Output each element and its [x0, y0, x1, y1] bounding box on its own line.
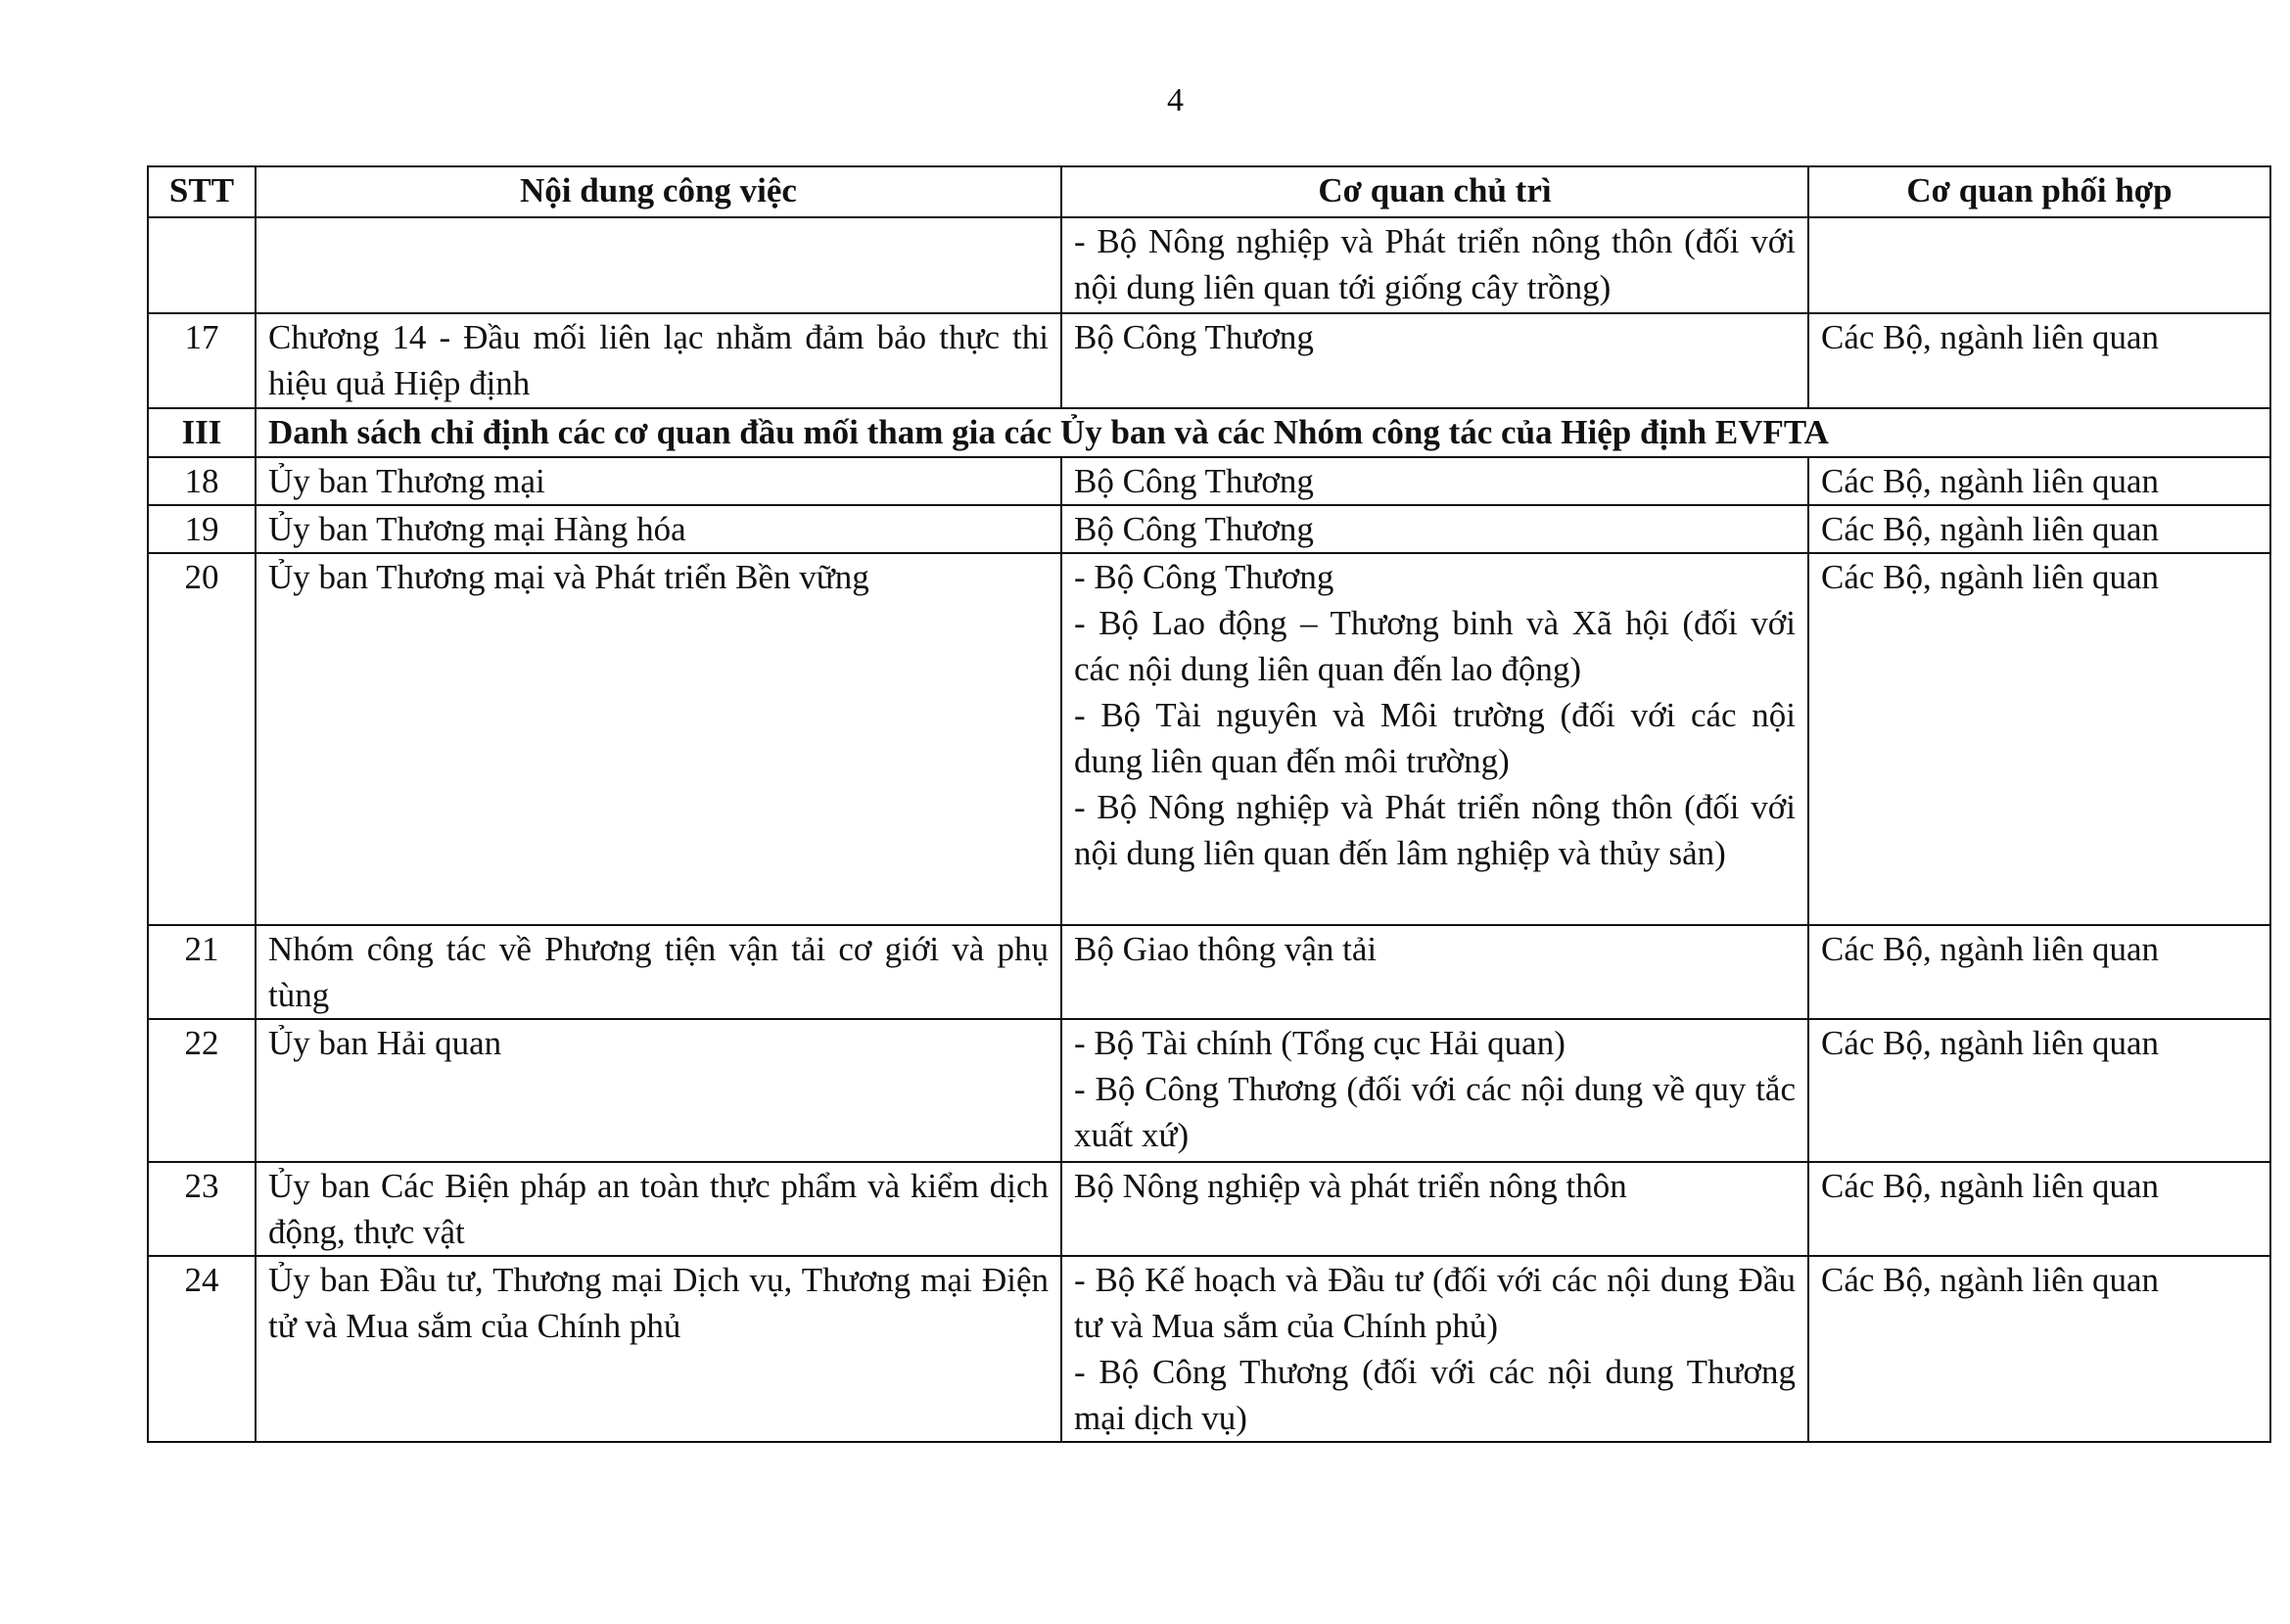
table-row [148, 1162, 2270, 1256]
lead-line: Bộ Giao thông vận tải [1074, 930, 1378, 968]
table-row [148, 1019, 2270, 1162]
row-coordinating-agency: Các Bộ, ngành liên quan [1808, 1256, 2270, 1442]
row-content: Chương 14 - Đầu mối liên lạc nhằm đảm bảo thực thi hiệu quả Hiệp định [256, 313, 1061, 408]
table-row [148, 505, 2270, 553]
lead-line: - Bộ Nông nghiệp và Phát triển nông thôn (đối với nội dung liên quan tới giống cây trồng) [1074, 222, 1796, 306]
header-content: Nội dung công việc [256, 166, 1061, 217]
row-stt: 22 [148, 1019, 256, 1162]
row-content: Ủy ban Đầu tư, Thương mại Dịch vụ, Thương mại Điện tử và Mua sắm của Chính phủ [256, 1256, 1061, 1442]
lead-line: - Bộ Nông nghiệp và Phát triển nông thôn (đối với nội dung liên quan đến lâm nghiệp và thủy sản) [1074, 788, 1796, 872]
row-lead-agency [1061, 1162, 1808, 1256]
row-stt: 24 [148, 1256, 256, 1442]
row-stt: 17 [148, 313, 256, 408]
row-stt [148, 217, 256, 313]
table-row [148, 457, 2270, 505]
row-coordinating-agency: Các Bộ, ngành liên quan [1808, 1162, 2270, 1256]
row-coordinating-agency: Các Bộ, ngành liên quan [1808, 505, 2270, 553]
row-coordinating-agency: Các Bộ, ngành liên quan [1808, 313, 2270, 408]
row-lead-agency [1061, 553, 1808, 925]
table-row [148, 1256, 2270, 1442]
lead-line: Bộ Công Thương [1074, 462, 1314, 500]
page-number: 4 [1167, 82, 1184, 118]
row-stt: 18 [148, 457, 256, 505]
table-header-row [148, 166, 2270, 217]
row-lead-agency [1061, 313, 1808, 408]
header-stt: STT [148, 166, 256, 217]
lead-line: - Bộ Công Thương (đối với các nội dung về quy tắc xuất xứ) [1074, 1070, 1796, 1154]
row-lead-agency [1061, 457, 1808, 505]
row-content: Ủy ban Thương mại Hàng hóa [256, 505, 1061, 553]
row-content: Ủy ban Hải quan [256, 1019, 1061, 1162]
table-row [148, 925, 2270, 1019]
row-content: Ủy ban Các Biện pháp an toàn thực phẩm và kiểm dịch động, thực vật [256, 1162, 1061, 1256]
lead-line: - Bộ Tài chính (Tổng cục Hải quan) [1074, 1024, 1566, 1062]
row-coordinating-agency: Các Bộ, ngành liên quan [1808, 457, 2270, 505]
row-stt: 23 [148, 1162, 256, 1256]
lead-line: - Bộ Kế hoạch và Đầu tư (đối với các nội dung Đầu tư và Mua sắm của Chính phủ) [1074, 1261, 1796, 1345]
row-lead-agency [1061, 925, 1808, 1019]
section-title: Danh sách chỉ định các cơ quan đầu mối tham gia các Ủy ban và các Nhóm công tác của Hiệp định EVFTA [256, 408, 2270, 457]
lead-line: - Bộ Tài nguyên và Môi trường (đối với các nội dung liên quan đến môi trường) [1074, 696, 1796, 780]
row-stt: 19 [148, 505, 256, 553]
row-content: Ủy ban Thương mại [256, 457, 1061, 505]
table-row [148, 553, 2270, 925]
row-content: Nhóm công tác về Phương tiện vận tải cơ giới và phụ tùng [256, 925, 1061, 1019]
lead-line: Bộ Nông nghiệp và phát triển nông thôn [1074, 1167, 1627, 1205]
row-stt: 21 [148, 925, 256, 1019]
row-coordinating-agency [1808, 217, 2270, 313]
lead-line: - Bộ Công Thương [1074, 558, 1334, 596]
row-coordinating-agency: Các Bộ, ngành liên quan [1808, 553, 2270, 925]
lead-line: Bộ Công Thương [1074, 318, 1314, 356]
row-lead-agency [1061, 505, 1808, 553]
row-lead-agency [1061, 1256, 1808, 1442]
row-coordinating-agency: Các Bộ, ngành liên quan [1808, 1019, 2270, 1162]
row-coordinating-agency: Các Bộ, ngành liên quan [1808, 925, 2270, 1019]
row-lead-agency [1061, 217, 1808, 313]
section-row [148, 408, 2270, 457]
table-row [148, 217, 2270, 313]
row-content [256, 217, 1061, 313]
row-content: Ủy ban Thương mại và Phát triển Bền vững [256, 553, 1061, 925]
section-stt: III [148, 408, 256, 457]
lead-line: - Bộ Lao động – Thương binh và Xã hội (đối với các nội dung liên quan đến lao động) [1074, 604, 1796, 688]
table-row [148, 313, 2270, 408]
header-lead-agency: Cơ quan chủ trì [1061, 166, 1808, 217]
lead-line: Bộ Công Thương [1074, 510, 1314, 548]
lead-line: - Bộ Công Thương (đối với các nội dung Thương mại dịch vụ) [1074, 1353, 1796, 1437]
assignment-table [147, 165, 2271, 1443]
header-coordinating-agency: Cơ quan phối hợp [1808, 166, 2270, 217]
row-lead-agency [1061, 1019, 1808, 1162]
row-stt: 20 [148, 553, 256, 925]
